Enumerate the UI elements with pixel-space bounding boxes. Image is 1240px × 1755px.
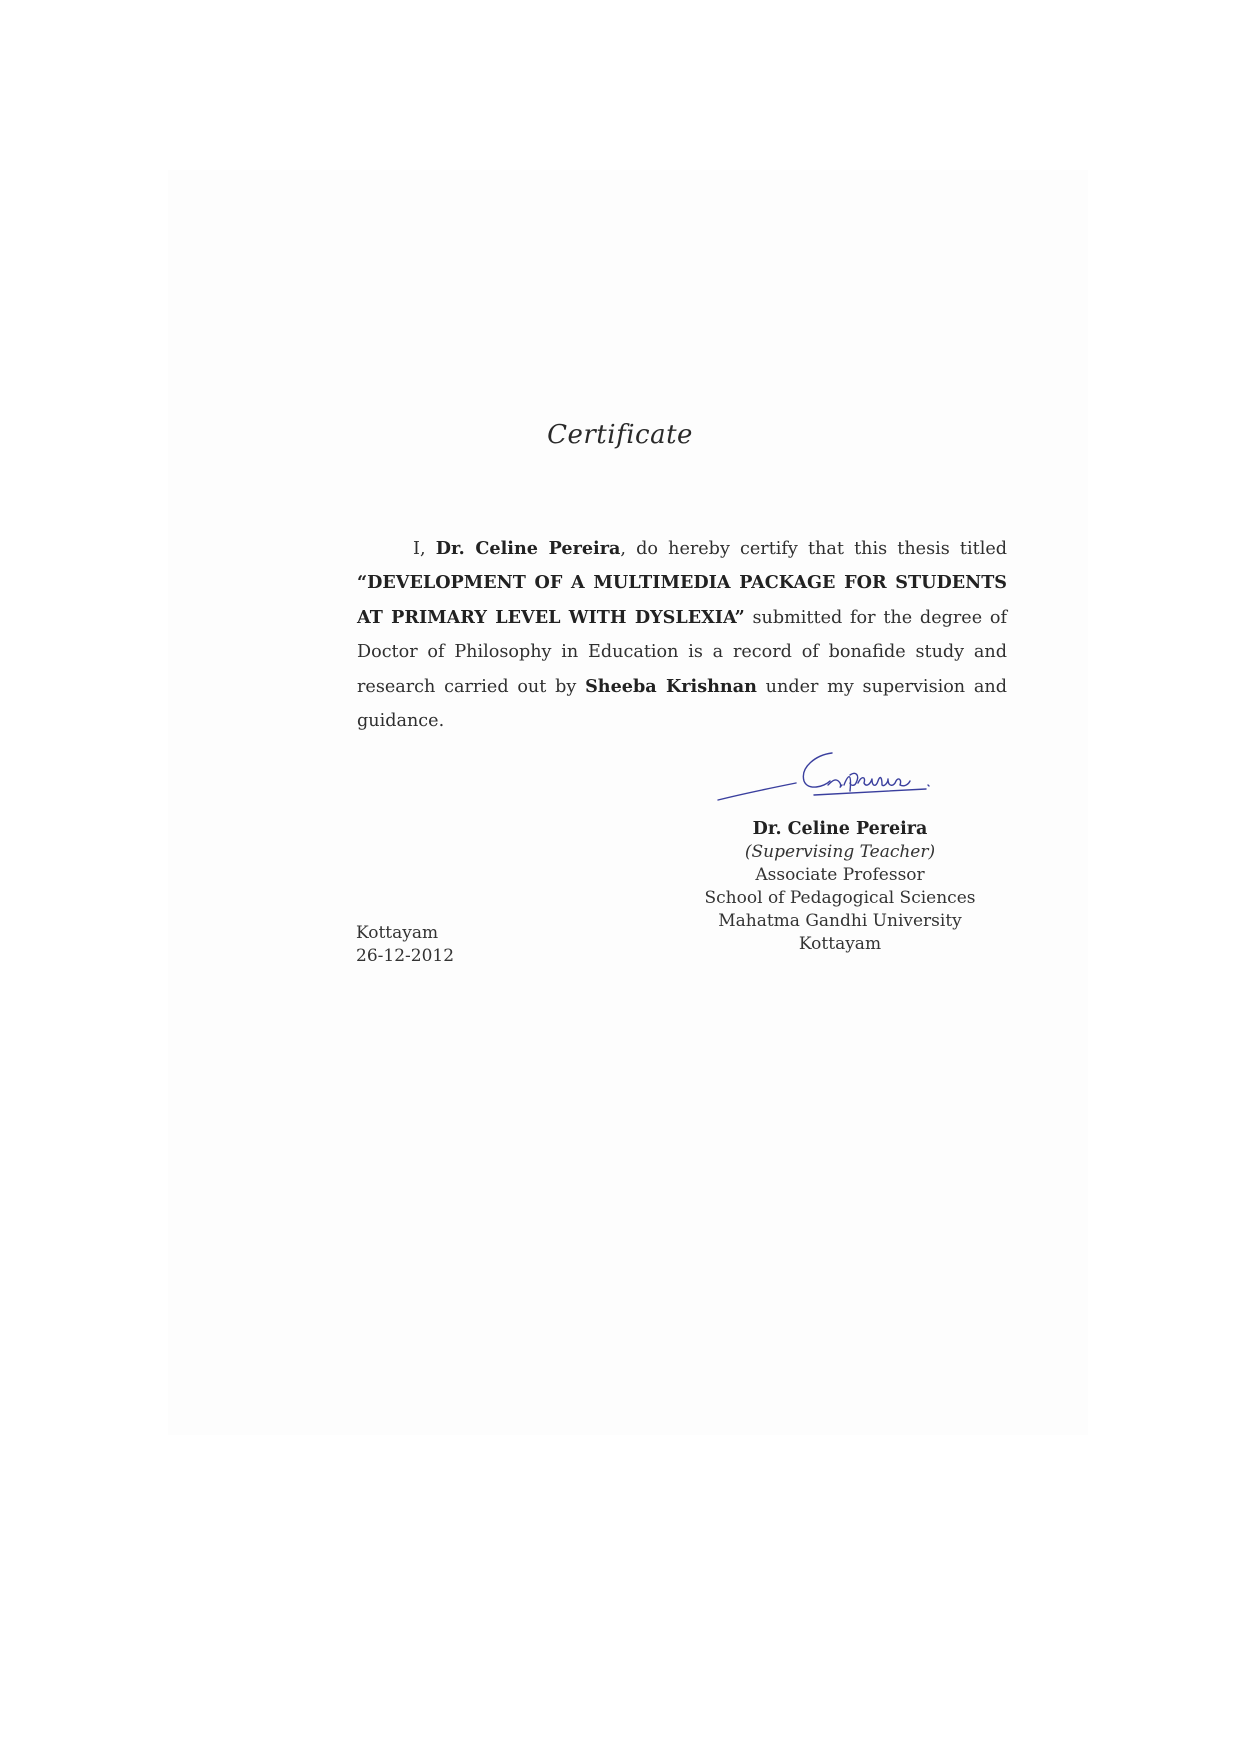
body-after-title: submitted for the degree of Doctor of Philosophy in Education is a record of bonafide study and research carried out by: [357, 607, 1007, 697]
thesis-title: “DEVELOPMENT OF A MULTIMEDIA PACKAGE FOR STUDENTS AT PRIMARY LEVEL WITH DYSLEXIA”: [357, 572, 1007, 628]
signatory-designation: Associate Professor: [755, 865, 925, 885]
signatory-department: School of Pedagogical Sciences: [704, 888, 976, 908]
place: Kottayam: [356, 923, 439, 943]
body-closing: under my supervision and guidance.: [357, 676, 1007, 732]
certificate-body: [357, 532, 1007, 738]
handwritten-signature: [716, 745, 976, 815]
certificate-title: Certificate: [547, 420, 693, 450]
body-intro: I,: [413, 539, 436, 559]
student-name: Sheeba Krishnan: [585, 675, 757, 697]
place-date-block: [356, 922, 454, 968]
certifier-name: Dr. Celine Pereira: [435, 538, 621, 559]
date: 26-12-2012: [356, 946, 455, 966]
signature-block: [680, 818, 1000, 956]
signatory-city: Kottayam: [798, 934, 882, 954]
signatory-university: Mahatma Gandhi University: [718, 911, 962, 931]
signatory-name: Dr. Celine Pereira: [752, 819, 928, 839]
body-after-name: , do hereby certify that this thesis titled: [620, 539, 1007, 559]
signatory-role: (Supervising Teacher): [744, 842, 936, 862]
